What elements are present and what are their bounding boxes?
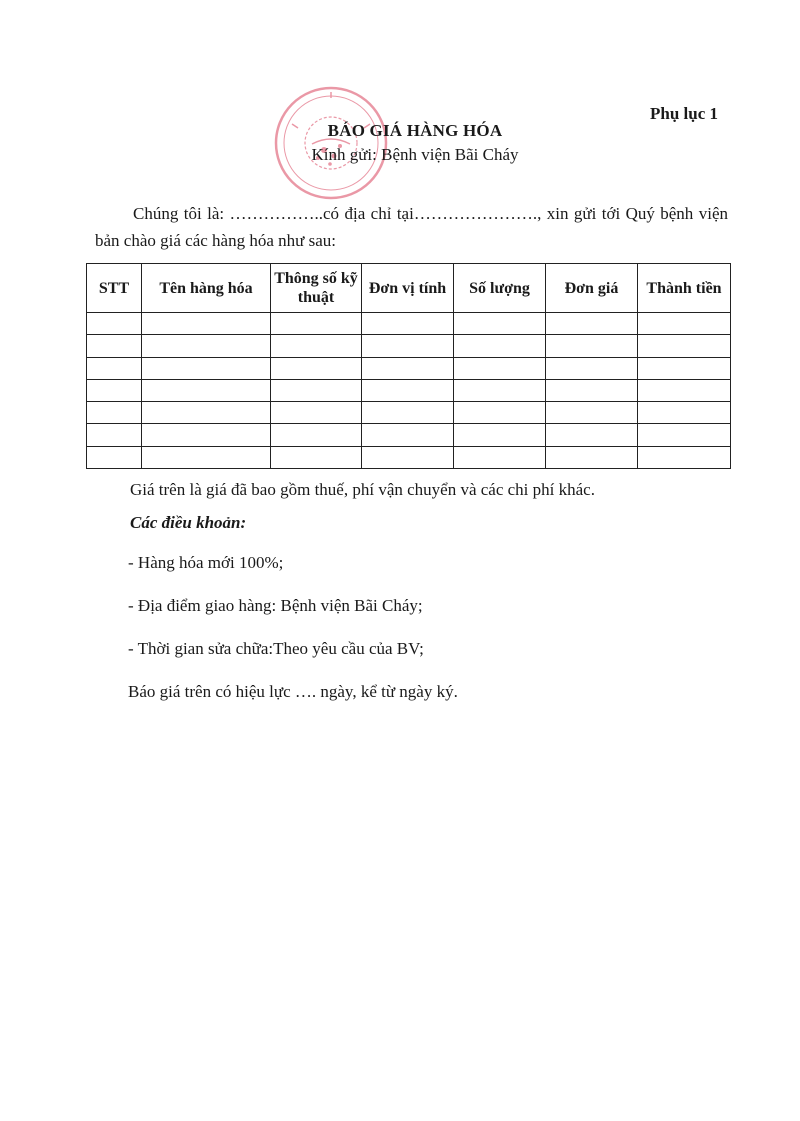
table-cell — [454, 446, 546, 468]
table-cell — [638, 402, 731, 424]
table-cell — [271, 379, 362, 401]
table-cell — [87, 313, 142, 335]
table-cell — [638, 446, 731, 468]
table-cell — [362, 446, 454, 468]
table-cell — [454, 402, 546, 424]
table-cell — [454, 357, 546, 379]
header-unit-price: Đơn giá — [546, 264, 638, 313]
table-cell — [454, 335, 546, 357]
table-row — [87, 357, 731, 379]
intro-paragraph: Chúng tôi là: ……………..có địa chỉ tại…………………., xin gửi tới Quý bệnh viện bản chào giá các hàng hóa như sau: — [95, 204, 728, 250]
table-row — [87, 402, 731, 424]
table-cell — [271, 335, 362, 357]
price-note: Giá trên là giá đã bao gồm thuế, phí vận chuyển và các chi phí khác. — [130, 480, 595, 499]
table-cell — [271, 446, 362, 468]
table-row — [87, 313, 731, 335]
table-cell — [87, 357, 142, 379]
table-row — [87, 424, 731, 446]
table-cell — [142, 357, 271, 379]
table-row — [87, 446, 731, 468]
validity-note: Báo giá trên có hiệu lực …. ngày, kể từ ngày ký. — [128, 682, 458, 701]
header-unit: Đơn vị tính — [362, 264, 454, 313]
table-cell — [454, 313, 546, 335]
table-cell — [87, 379, 142, 401]
header-quantity: Số lượng — [454, 264, 546, 313]
table-cell — [638, 313, 731, 335]
table-cell — [87, 446, 142, 468]
table-cell — [142, 446, 271, 468]
table-cell — [362, 424, 454, 446]
table-cell — [271, 313, 362, 335]
header-item-name: Tên hàng hóa — [142, 264, 271, 313]
table-header-row — [87, 264, 731, 313]
header-stt: STT — [87, 264, 142, 313]
table-cell — [362, 379, 454, 401]
header-total: Thành tiền — [638, 264, 731, 313]
table-cell — [87, 335, 142, 357]
table-cell — [546, 424, 638, 446]
table-cell — [87, 424, 142, 446]
red-seal-stamp — [272, 84, 390, 202]
table-cell — [638, 335, 731, 357]
table-cell — [271, 357, 362, 379]
table-cell — [638, 357, 731, 379]
table-cell — [638, 379, 731, 401]
table-cell — [271, 424, 362, 446]
table-cell — [362, 402, 454, 424]
table-cell — [546, 446, 638, 468]
table-cell — [454, 424, 546, 446]
table-cell — [142, 335, 271, 357]
term-item: - Hàng hóa mới 100%; — [128, 553, 284, 572]
terms-heading: Các điều khoản: — [130, 513, 247, 532]
table-row — [87, 335, 731, 357]
table-cell — [546, 379, 638, 401]
term-item: - Địa điểm giao hàng: Bệnh viện Bãi Cháy; — [128, 596, 423, 615]
table-row — [87, 379, 731, 401]
table-cell — [546, 335, 638, 357]
recipient-line: Kính gửi: Bệnh viện Bãi Cháy — [311, 145, 519, 164]
table-cell — [142, 402, 271, 424]
table-cell — [454, 379, 546, 401]
table-cell — [362, 313, 454, 335]
header-specifications: Thông số kỹ thuật — [271, 264, 362, 313]
term-item: - Thời gian sửa chữa:Theo yêu cầu của BV; — [128, 639, 424, 658]
table-cell — [87, 402, 142, 424]
table-cell — [546, 357, 638, 379]
table-cell — [271, 402, 362, 424]
appendix-label: Phụ lục 1 — [650, 104, 719, 123]
table-cell — [546, 402, 638, 424]
document-title: BÁO GIÁ HÀNG HÓA — [327, 121, 503, 140]
quotation-table — [86, 263, 731, 469]
table-cell — [142, 379, 271, 401]
table-cell — [142, 313, 271, 335]
table-cell — [362, 335, 454, 357]
table-cell — [638, 424, 731, 446]
table-cell — [142, 424, 271, 446]
table-cell — [362, 357, 454, 379]
table-cell — [546, 313, 638, 335]
